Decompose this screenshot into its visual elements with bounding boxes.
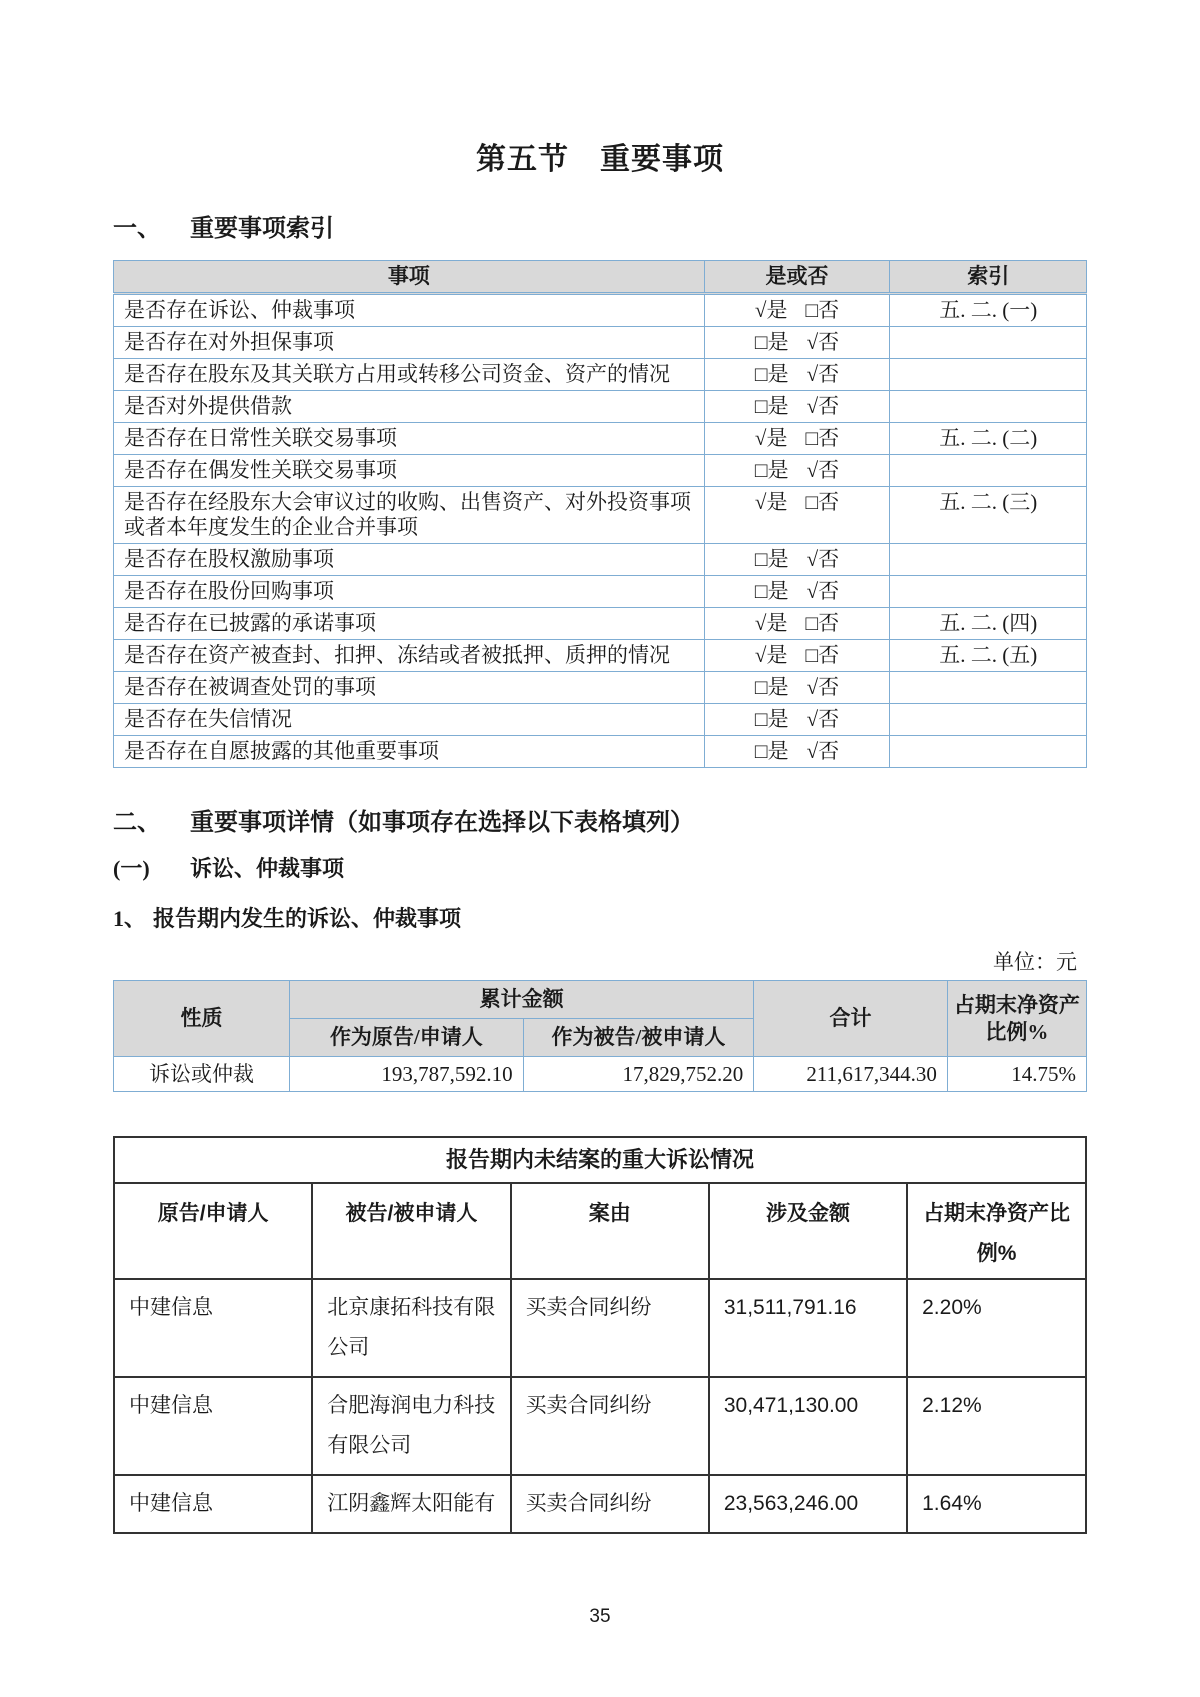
matter-cell: 是否存在被调查处罚的事项 <box>114 672 705 704</box>
total-amount-cell: 211,617,344.30 <box>754 1057 948 1092</box>
defendant-cell: 北京康拓科技有限公司 <box>312 1279 510 1377</box>
index-cell: 五. 二. (一) <box>890 294 1087 327</box>
pending-table-title-row <box>114 1137 1086 1183</box>
yes-checkbox: □是 <box>754 547 789 571</box>
column-header-cumulative-amount: 累计金额 <box>290 981 754 1019</box>
matter-cell: 是否存在股东及其关联方占用或转移公司资金、资产的情况 <box>114 359 705 391</box>
ratio-cell: 1.64% <box>907 1475 1086 1533</box>
index-cell <box>890 576 1087 608</box>
nature-cell: 诉讼或仲裁 <box>114 1057 290 1092</box>
unit-label: 单位：元 <box>993 950 1077 974</box>
answer-cell <box>704 294 890 327</box>
answer-cell <box>704 672 890 704</box>
table-row <box>114 1377 1086 1475</box>
matter-cell: 是否存在资产被查封、扣押、冻结或者被抵押、质押的情况 <box>114 640 705 672</box>
section2-heading <box>113 808 1087 838</box>
matter-cell: 是否存在失信情况 <box>114 704 705 736</box>
cause-cell: 买卖合同纠纷 <box>511 1377 709 1475</box>
column-header-defendant: 被告/被申请人 <box>312 1183 510 1279</box>
yes-checkbox: □是 <box>754 394 789 418</box>
no-checkbox: √否 <box>806 579 840 603</box>
section1-heading <box>113 214 1087 244</box>
index-cell <box>890 391 1087 423</box>
ratio-cell: 2.20% <box>907 1279 1086 1377</box>
no-checkbox: □否 <box>805 298 840 322</box>
yes-checkbox: √是 <box>754 426 788 450</box>
yes-checkbox: □是 <box>754 330 789 354</box>
table-row <box>114 544 1087 576</box>
cause-cell: 买卖合同纠纷 <box>511 1475 709 1533</box>
index-cell <box>890 359 1087 391</box>
table-row <box>114 391 1087 423</box>
index-cell: 五. 二. (五) <box>890 640 1087 672</box>
matter-cell: 是否存在经股东大会审议过的收购、出售资产、对外投资事项或者本年度发生的企业合并事项 <box>114 487 705 544</box>
index-cell <box>890 544 1087 576</box>
column-header-matter: 事项 <box>114 261 705 294</box>
column-header-net-asset-ratio: 占期末净资产比例% <box>947 981 1086 1057</box>
page-number: 35 <box>589 1606 611 1627</box>
section1-number: 一、 <box>113 216 161 242</box>
index-cell: 五. 二. (三) <box>890 487 1087 544</box>
index-cell: 五. 二. (四) <box>890 608 1087 640</box>
index-cell <box>890 704 1087 736</box>
answer-cell <box>704 576 890 608</box>
answer-cell <box>704 359 890 391</box>
section2-number: 二、 <box>113 810 161 836</box>
table-row <box>114 736 1087 768</box>
column-header-nature: 性质 <box>114 981 290 1057</box>
summary-header-row-1 <box>114 981 1087 1019</box>
summary-data-row <box>114 1057 1087 1092</box>
yes-checkbox: √是 <box>754 611 788 635</box>
table-row <box>114 640 1087 672</box>
item1-title: 报告期内发生的诉讼、仲裁事项 <box>153 906 462 931</box>
index-cell <box>890 455 1087 487</box>
column-header-plaintiff: 原告/申请人 <box>114 1183 312 1279</box>
plaintiff-amount-cell: 193,787,592.10 <box>290 1057 524 1092</box>
no-checkbox: □否 <box>805 490 840 514</box>
column-header-cause: 案由 <box>511 1183 709 1279</box>
column-header-yes-no: 是或否 <box>704 261 890 294</box>
index-cell <box>890 327 1087 359</box>
index-cell <box>890 672 1087 704</box>
no-checkbox: □否 <box>805 426 840 450</box>
answer-cell <box>704 327 890 359</box>
defendant-cell: 合肥海润电力科技有限公司 <box>312 1377 510 1475</box>
section2-title: 重要事项详情（如事项存在选择以下表格填列） <box>190 810 694 836</box>
amount-cell: 30,471,130.00 <box>709 1377 907 1475</box>
important-matters-index-table <box>113 260 1087 768</box>
column-header-total: 合计 <box>754 981 948 1057</box>
matter-cell: 是否存在自愿披露的其他重要事项 <box>114 736 705 768</box>
no-checkbox: √否 <box>806 675 840 699</box>
table-row <box>114 359 1087 391</box>
table-row <box>114 327 1087 359</box>
index-cell <box>890 736 1087 768</box>
defendant-cell: 江阴鑫辉太阳能有 <box>312 1475 510 1533</box>
matter-cell: 是否存在对外担保事项 <box>114 327 705 359</box>
matter-cell: 是否存在已披露的承诺事项 <box>114 608 705 640</box>
no-checkbox: √否 <box>806 458 840 482</box>
matter-cell: 是否对外提供借款 <box>114 391 705 423</box>
table-row <box>114 1279 1086 1377</box>
yes-checkbox: √是 <box>754 643 788 667</box>
no-checkbox: √否 <box>806 362 840 386</box>
no-checkbox: □否 <box>805 611 840 635</box>
cause-cell: 买卖合同纠纷 <box>511 1279 709 1377</box>
no-checkbox: √否 <box>806 394 840 418</box>
yes-checkbox: √是 <box>754 298 788 322</box>
answer-cell <box>704 391 890 423</box>
answer-cell <box>704 544 890 576</box>
index-table-header-row <box>114 261 1087 294</box>
yes-checkbox: □是 <box>754 739 789 763</box>
table-row <box>114 487 1087 544</box>
yes-checkbox: √是 <box>754 490 788 514</box>
no-checkbox: √否 <box>806 707 840 731</box>
answer-cell <box>704 487 890 544</box>
column-header-amount: 涉及金额 <box>709 1183 907 1279</box>
column-header-index: 索引 <box>890 261 1087 294</box>
matter-cell: 是否存在偶发性关联交易事项 <box>114 455 705 487</box>
yes-checkbox: □是 <box>754 707 789 731</box>
amount-cell: 31,511,791.16 <box>709 1279 907 1377</box>
table-row <box>114 672 1087 704</box>
plaintiff-cell: 中建信息 <box>114 1279 312 1377</box>
column-header-as-plaintiff: 作为原告/申请人 <box>290 1019 524 1057</box>
subsection1-heading <box>113 854 1087 884</box>
ratio-cell: 2.12% <box>907 1377 1086 1475</box>
table-row <box>114 455 1087 487</box>
yes-checkbox: □是 <box>754 675 789 699</box>
matter-cell: 是否存在诉讼、仲裁事项 <box>114 294 705 327</box>
table-row <box>114 294 1087 327</box>
answer-cell <box>704 736 890 768</box>
litigation-summary-table <box>113 980 1087 1092</box>
subsection1-title: 诉讼、仲裁事项 <box>190 856 345 881</box>
no-checkbox: √否 <box>806 739 840 763</box>
table-row <box>114 608 1087 640</box>
matter-cell: 是否存在股份回购事项 <box>114 576 705 608</box>
answer-cell <box>704 455 890 487</box>
answer-cell <box>704 608 890 640</box>
matter-cell: 是否存在股权激励事项 <box>114 544 705 576</box>
item1-heading <box>113 904 1087 934</box>
pending-table-header-row <box>114 1183 1086 1279</box>
answer-cell <box>704 423 890 455</box>
item1-number: 1、 <box>113 906 147 931</box>
yes-checkbox: □是 <box>754 458 789 482</box>
answer-cell <box>704 704 890 736</box>
column-header-as-defendant: 作为被告/被申请人 <box>523 1019 754 1057</box>
no-checkbox: √否 <box>806 547 840 571</box>
answer-cell <box>704 640 890 672</box>
defendant-amount-cell: 17,829,752.20 <box>523 1057 754 1092</box>
pending-table-title: 报告期内未结案的重大诉讼情况 <box>114 1137 1086 1183</box>
plaintiff-cell: 中建信息 <box>114 1475 312 1533</box>
section1-title: 重要事项索引 <box>190 216 334 242</box>
subsection1-number: (一) <box>113 856 150 881</box>
index-cell: 五. 二. (二) <box>890 423 1087 455</box>
plaintiff-cell: 中建信息 <box>114 1377 312 1475</box>
table-row <box>114 423 1087 455</box>
yes-checkbox: □是 <box>754 362 789 386</box>
pending-major-litigation-table <box>113 1136 1087 1534</box>
ratio-cell: 14.75% <box>947 1057 1086 1092</box>
no-checkbox: √否 <box>806 330 840 354</box>
column-header-ratio: 占期末净资产比例% <box>907 1183 1086 1279</box>
matter-cell: 是否存在日常性关联交易事项 <box>114 423 705 455</box>
page-title: 第五节 重要事项 <box>476 143 724 176</box>
table-row <box>114 576 1087 608</box>
amount-cell: 23,563,246.00 <box>709 1475 907 1533</box>
no-checkbox: □否 <box>805 643 840 667</box>
table-row <box>114 704 1087 736</box>
table-row <box>114 1475 1086 1533</box>
yes-checkbox: □是 <box>754 579 789 603</box>
